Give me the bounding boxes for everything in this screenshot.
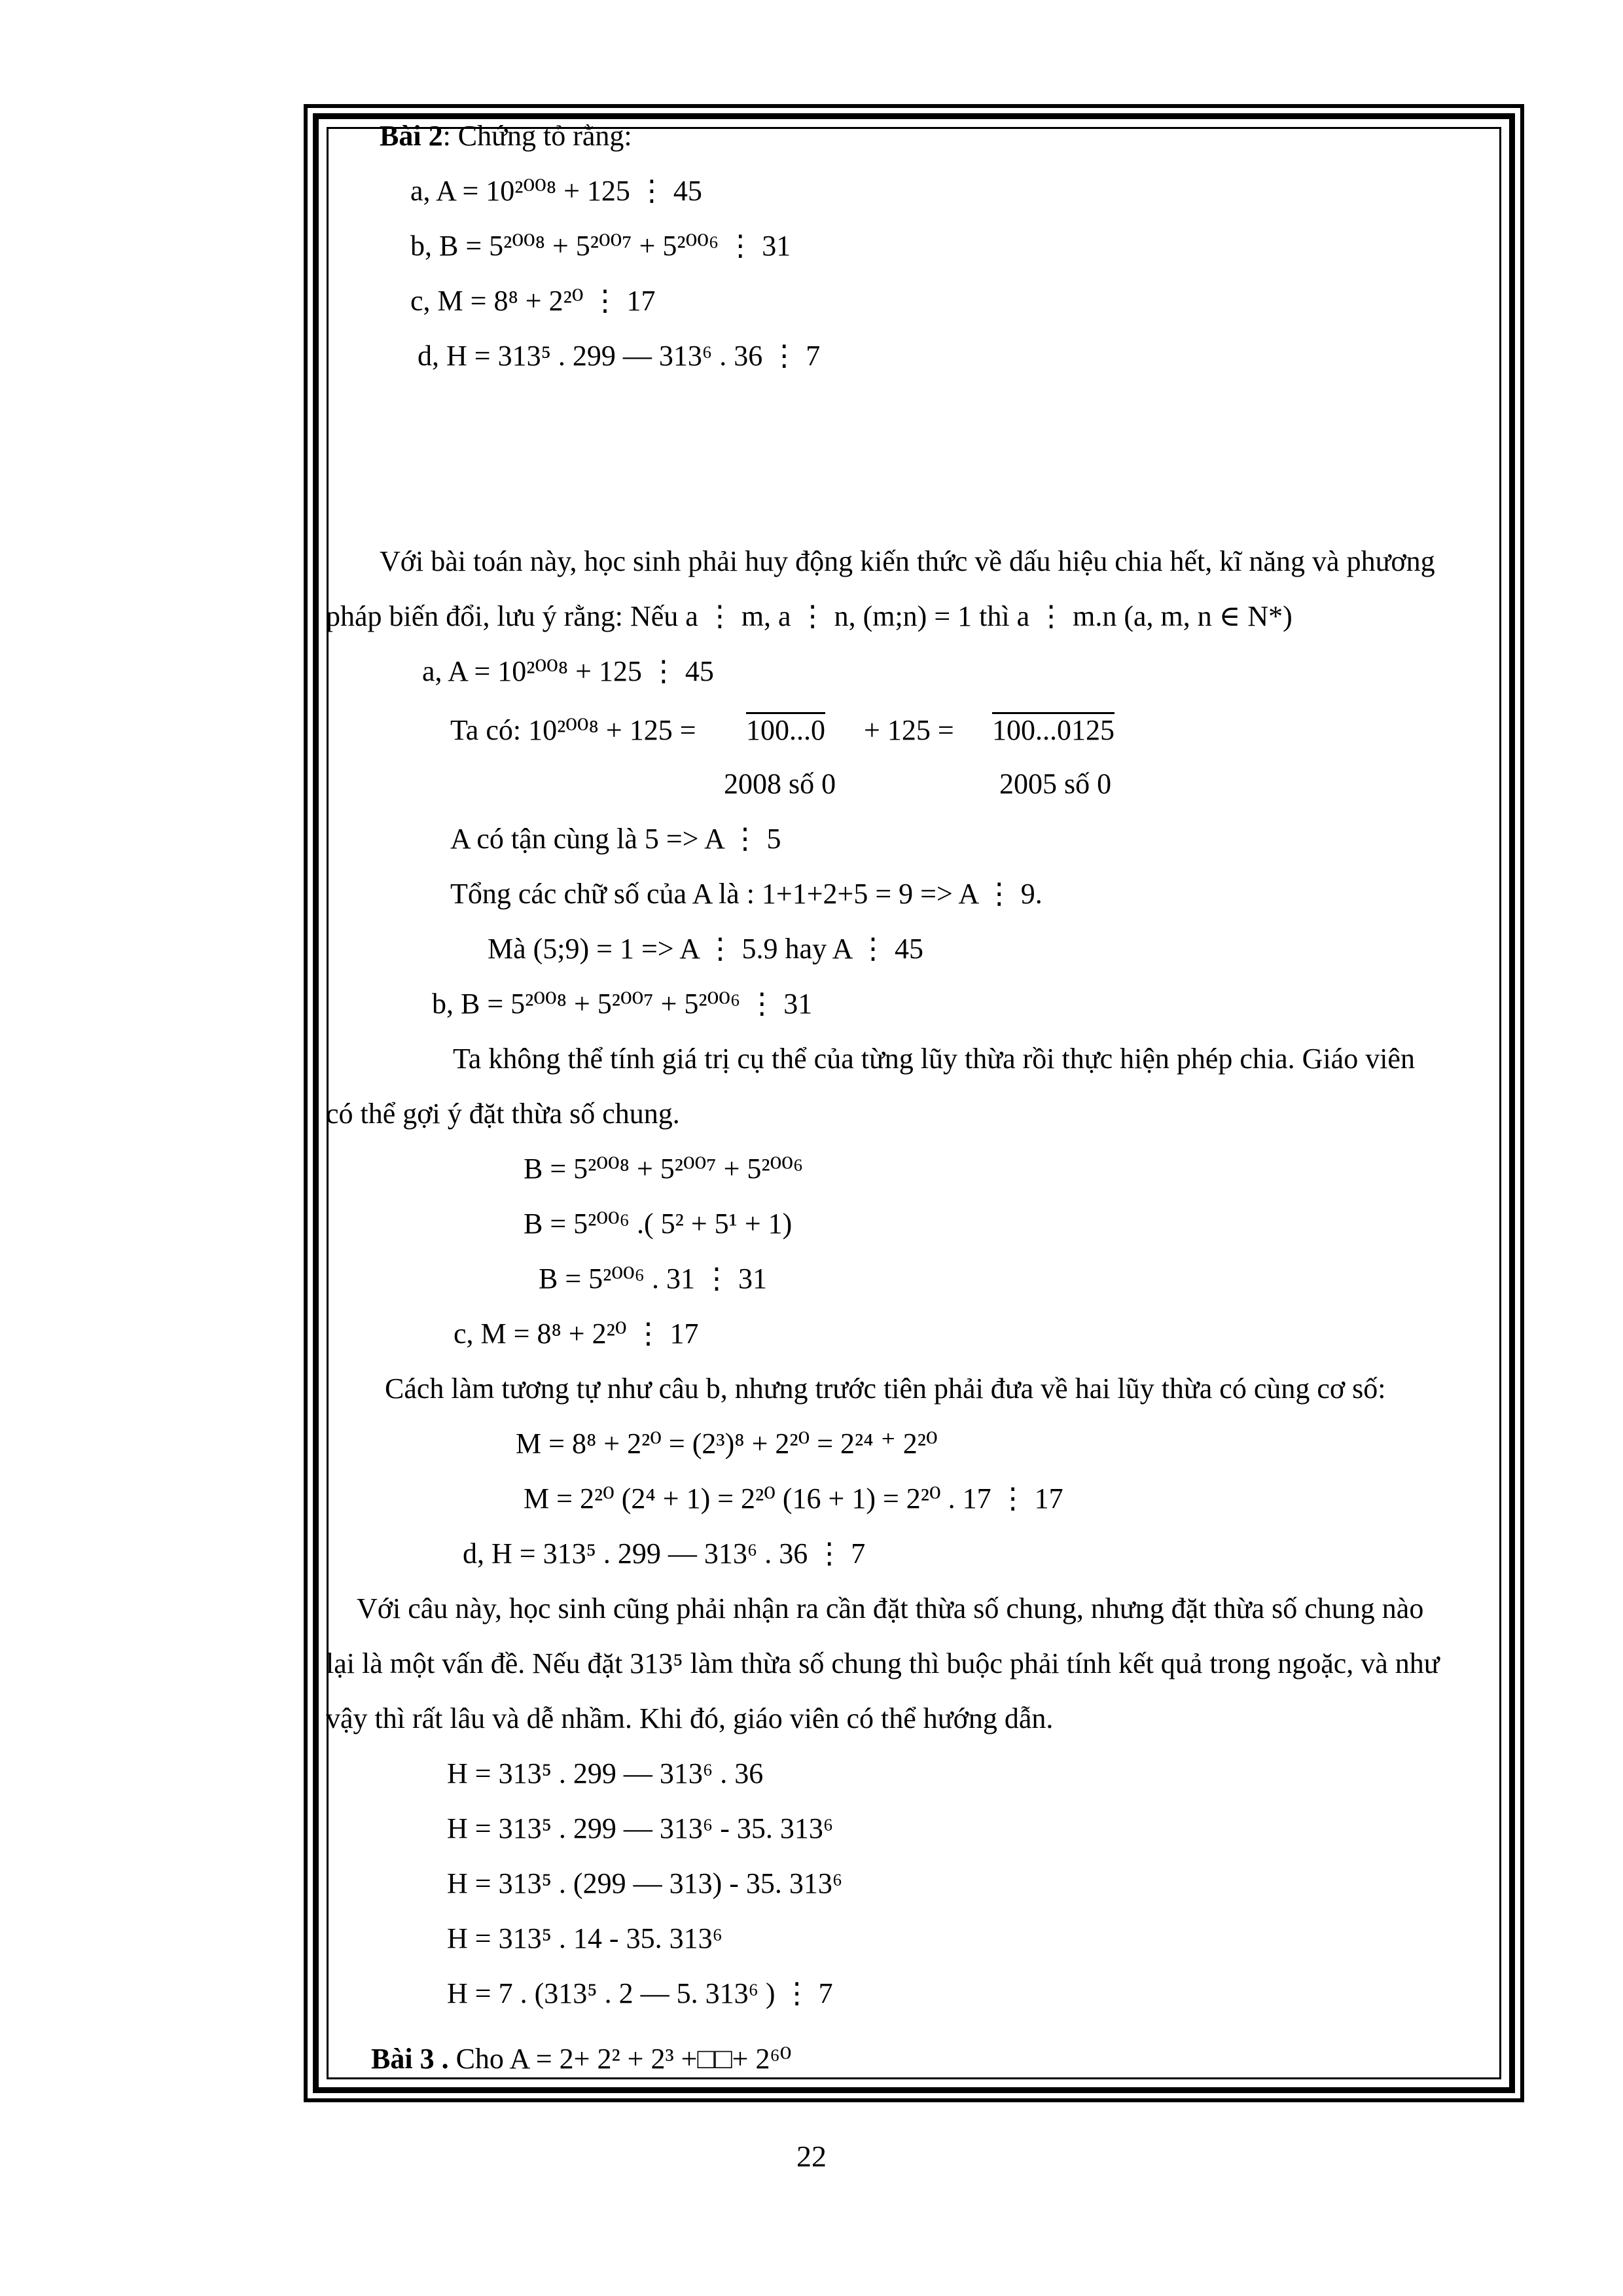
bai3-heading [371,2045,791,2073]
bai2-item-a: a, A = 10²⁰⁰⁸ + 125 ⋮ 45 [410,175,702,207]
sol-a-note-1: 2008 số 0 [724,768,836,800]
bai2-heading-text: : Chứng tỏ rằng: [442,120,632,152]
sol-b-step-3: B = 5²⁰⁰⁶ . 31 ⋮ 31 [539,1263,767,1295]
sol-a-line-2: Tổng các chữ số của A là : 1+1+2+5 = 9 => A ⋮ 9. [450,878,1043,910]
sol-a-note-2: 2005 số 0 [999,768,1112,800]
sol-a-line-3: Mà (5;9) = 1 => A ⋮ 5.9 hay A ⋮ 45 [488,933,923,965]
sol-d-text-1: Với câu này, học sinh cũng phải nhận ra cần đặt thừa số chung, nhưng đặt thừa số chung nào [357,1592,1424,1624]
sol-c-step-1: M = 8⁸ + 2²⁰ = (2³)⁸ + 2²⁰ = 2²⁴ ⁺ 2²⁰ [516,1427,938,1460]
sol-c-heading: c, M = 8⁸ + 2²⁰ ⋮ 17 [454,1318,699,1350]
sol-d-step-5: H = 7 . (313⁵ . 2 — 5. 313⁶ ) ⋮ 7 [447,1977,833,2009]
sol-a-number-2: 100...0125 [992,714,1115,746]
sol-d-step-1: H = 313⁵ . 299 — 313⁶ . 36 [447,1757,764,1789]
sol-d-step-4: H = 313⁵ . 14 - 35. 313⁶ [447,1922,722,1954]
page-number: 22 [796,2140,827,2173]
bai2-item-d: d, H = 313⁵ . 299 — 313⁶ . 36 ⋮ 7 [418,340,821,372]
sol-c-step-2: M = 2²⁰ (2⁴ + 1) = 2²⁰ (16 + 1) = 2²⁰ . 17 ⋮ 17 [524,1482,1063,1515]
sol-b-step-1: B = 5²⁰⁰⁸ + 5²⁰⁰⁷ + 5²⁰⁰⁶ [524,1153,804,1185]
intro-line-2: pháp biến đổi, lưu ý rằng: Nếu a ⋮ m, a ⋮ n, (m;n) = 1 thì a ⋮ m.n (a, m, n ∈ N*) [326,600,1293,632]
sol-d-text-2: lại là một vấn đề. Nếu đặt 313⁵ làm thừa số chung thì buộc phải tính kết quả trong ngoặc, và như [326,1647,1440,1679]
bai2-item-b: b, B = 5²⁰⁰⁸ + 5²⁰⁰⁷ + 5²⁰⁰⁶ ⋮ 31 [410,230,791,262]
sol-d-text-3: vậy thì rất lâu và dễ nhầm. Khi đó, giáo viên có thể hướng dẫn. [326,1702,1054,1734]
sol-b-text-1: Ta không thể tính giá trị cụ thể của từng lũy thừa rồi thực hiện phép chia. Giáo viên [453,1043,1415,1075]
sol-c-text: Cách làm tương tự như câu b, nhưng trước tiên phải đưa về hai lũy thừa có cùng cơ số: [385,1372,1386,1405]
bai2-heading [380,122,632,151]
sol-a-line-1: A có tận cùng là 5 => A ⋮ 5 [450,823,781,855]
sol-b-text-2: có thể gợi ý đặt thừa số chung. [326,1098,680,1130]
bai2-heading-label: Bài 2 [380,120,443,152]
sol-a-taco: Ta có: 10²⁰⁰⁸ + 125 = [450,714,696,746]
sol-d-heading: d, H = 313⁵ . 299 — 313⁶ . 36 ⋮ 7 [463,1537,866,1570]
intro-line-1: Với bài toán này, học sinh phải huy động kiến thức về dấu hiệu chia hết, kĩ năng và phương [380,545,1435,577]
sol-a-number-1: 100...0 [746,714,825,746]
sol-b-heading: b, B = 5²⁰⁰⁸ + 5²⁰⁰⁷ + 5²⁰⁰⁶ ⋮ 31 [432,988,813,1020]
sol-a-heading: a, A = 10²⁰⁰⁸ + 125 ⋮ 45 [422,655,714,687]
bai2-item-c: c, M = 8⁸ + 2²⁰ ⋮ 17 [410,285,656,317]
sol-a-plus: + 125 = [864,714,954,746]
sol-d-step-3: H = 313⁵ . (299 — 313) - 35. 313⁶ [447,1867,843,1899]
bai3-heading-label: Bài 3 . [371,2043,449,2075]
sol-b-step-2: B = 5²⁰⁰⁶ .( 5² + 5¹ + 1) [524,1208,793,1240]
bai3-heading-text: Cho A = 2+ 2² + 2³ +□□+ 2⁶⁰ [448,2043,792,2075]
sol-d-step-2: H = 313⁵ . 299 — 313⁶ - 35. 313⁶ [447,1812,834,1844]
